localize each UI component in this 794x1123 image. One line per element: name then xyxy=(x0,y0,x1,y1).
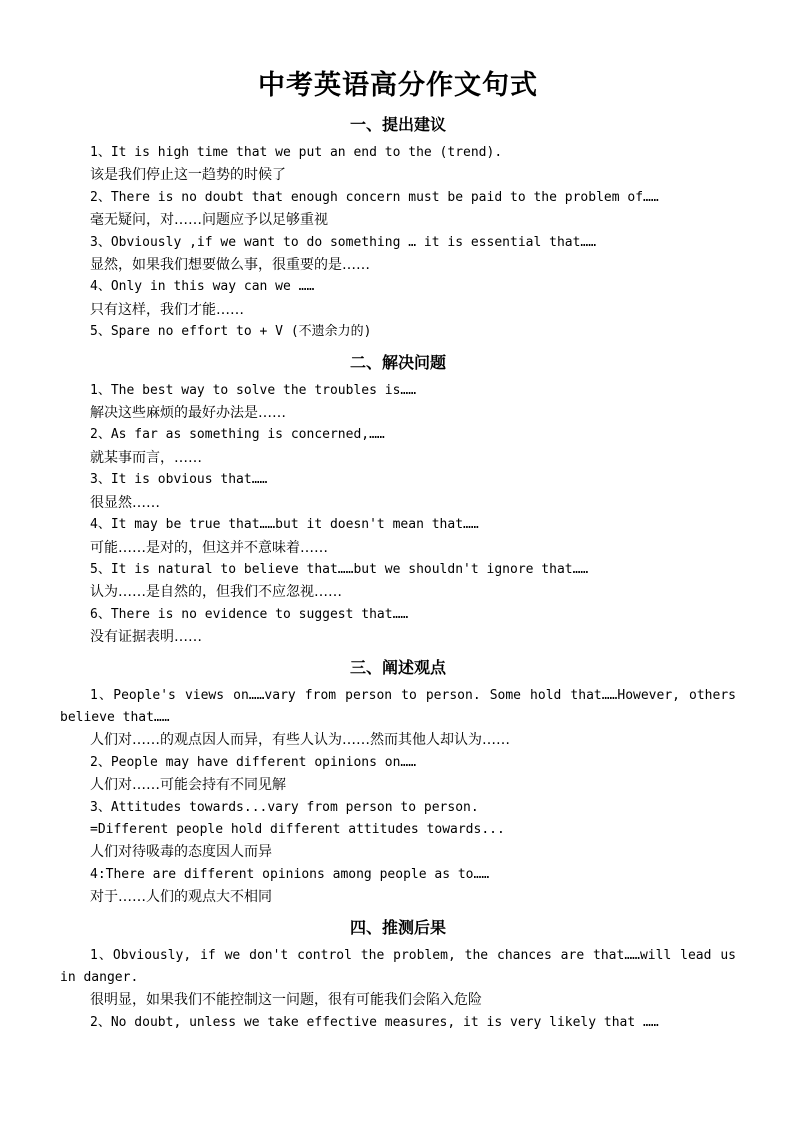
section xyxy=(60,114,736,344)
english-sentence: 4、It may be true that……but it doesn't mean that…… xyxy=(90,517,479,533)
english-sentence: =Different people hold different attitudes towards... xyxy=(90,821,505,837)
english-sentence: 5、Spare no effort to + V (不遗余力的) xyxy=(90,324,372,340)
section xyxy=(60,657,744,909)
english-sentence: 2、No doubt, unless we take effective measures, it is very likely that …… xyxy=(90,1014,659,1030)
english-sentence: 1、People's views on……vary from person to person. Some hold that……However, others believe that…… xyxy=(60,687,744,725)
page-title: 中考英语高分作文句式 xyxy=(258,70,538,101)
chinese-translation: 就某事而言，…… xyxy=(90,449,202,466)
english-sentence: 5、It is natural to believe that……but we shouldn't ignore that…… xyxy=(90,561,589,577)
chinese-translation: 解决这些麻烦的最好办法是…… xyxy=(90,405,286,422)
section xyxy=(60,917,744,1035)
chinese-translation: 人们对……的观点因人而异，有些人认为……然而其他人却认为…… xyxy=(90,732,510,749)
english-sentence: 1、It is high time that we put an end to the (trend). xyxy=(90,145,503,160)
chinese-translation: 只有这样，我们才能…… xyxy=(90,301,244,318)
english-sentence: 3、Attitudes towards...vary from person to person. xyxy=(90,799,479,815)
chinese-translation: 认为……是自然的，但我们不应忽视…… xyxy=(90,584,342,601)
sections-container xyxy=(60,114,744,1034)
english-sentence: 1、Obviously, if we don't control the problem, the chances are that……will lead us in danger. xyxy=(60,947,744,985)
english-sentence: 1、The best way to solve the troubles is…… xyxy=(90,382,417,398)
section-heading: 四、推测后果 xyxy=(349,917,446,937)
english-sentence: 4、Only in this way can we …… xyxy=(90,279,315,295)
chinese-translation: 该是我们停止这一趋势的时候了 xyxy=(90,167,286,184)
section-heading: 二、解决问题 xyxy=(349,352,446,372)
chinese-translation: 人们对待吸毒的态度因人而异 xyxy=(90,844,272,861)
english-sentence: 3、It is obvious that…… xyxy=(90,472,268,488)
english-sentence: 4:There are different opinions among people as to…… xyxy=(90,866,490,882)
english-sentence: 6、There is no evidence to suggest that…… xyxy=(90,606,409,622)
section-heading: 三、阐述观点 xyxy=(349,657,446,677)
chinese-translation: 可能……是对的，但这并不意味着…… xyxy=(90,539,328,556)
chinese-translation: 人们对……可能会持有不同见解 xyxy=(90,777,286,794)
chinese-translation: 毫无疑问，对……问题应予以足够重视 xyxy=(90,212,328,229)
english-sentence: 3、Obviously ,if we want to do something … it is essential that…… xyxy=(90,234,597,250)
section xyxy=(60,352,736,649)
chinese-translation: 对于……人们的观点大不相同 xyxy=(90,889,272,906)
chinese-translation: 很显然…… xyxy=(90,494,160,511)
english-sentence: 2、People may have different opinions on…… xyxy=(90,754,417,770)
chinese-translation: 显然，如果我们想要做么事，很重要的是…… xyxy=(90,257,370,274)
chinese-translation: 没有证据表明…… xyxy=(90,629,202,646)
section-heading: 一、提出建议 xyxy=(349,115,446,134)
chinese-translation: 很明显，如果我们不能控制这一问题，很有可能我们会陷入危险 xyxy=(90,992,482,1009)
english-sentence: 2、There is no doubt that enough concern must be paid to the problem of…… xyxy=(90,189,659,205)
english-sentence: 2、As far as something is concerned,…… xyxy=(90,427,385,443)
